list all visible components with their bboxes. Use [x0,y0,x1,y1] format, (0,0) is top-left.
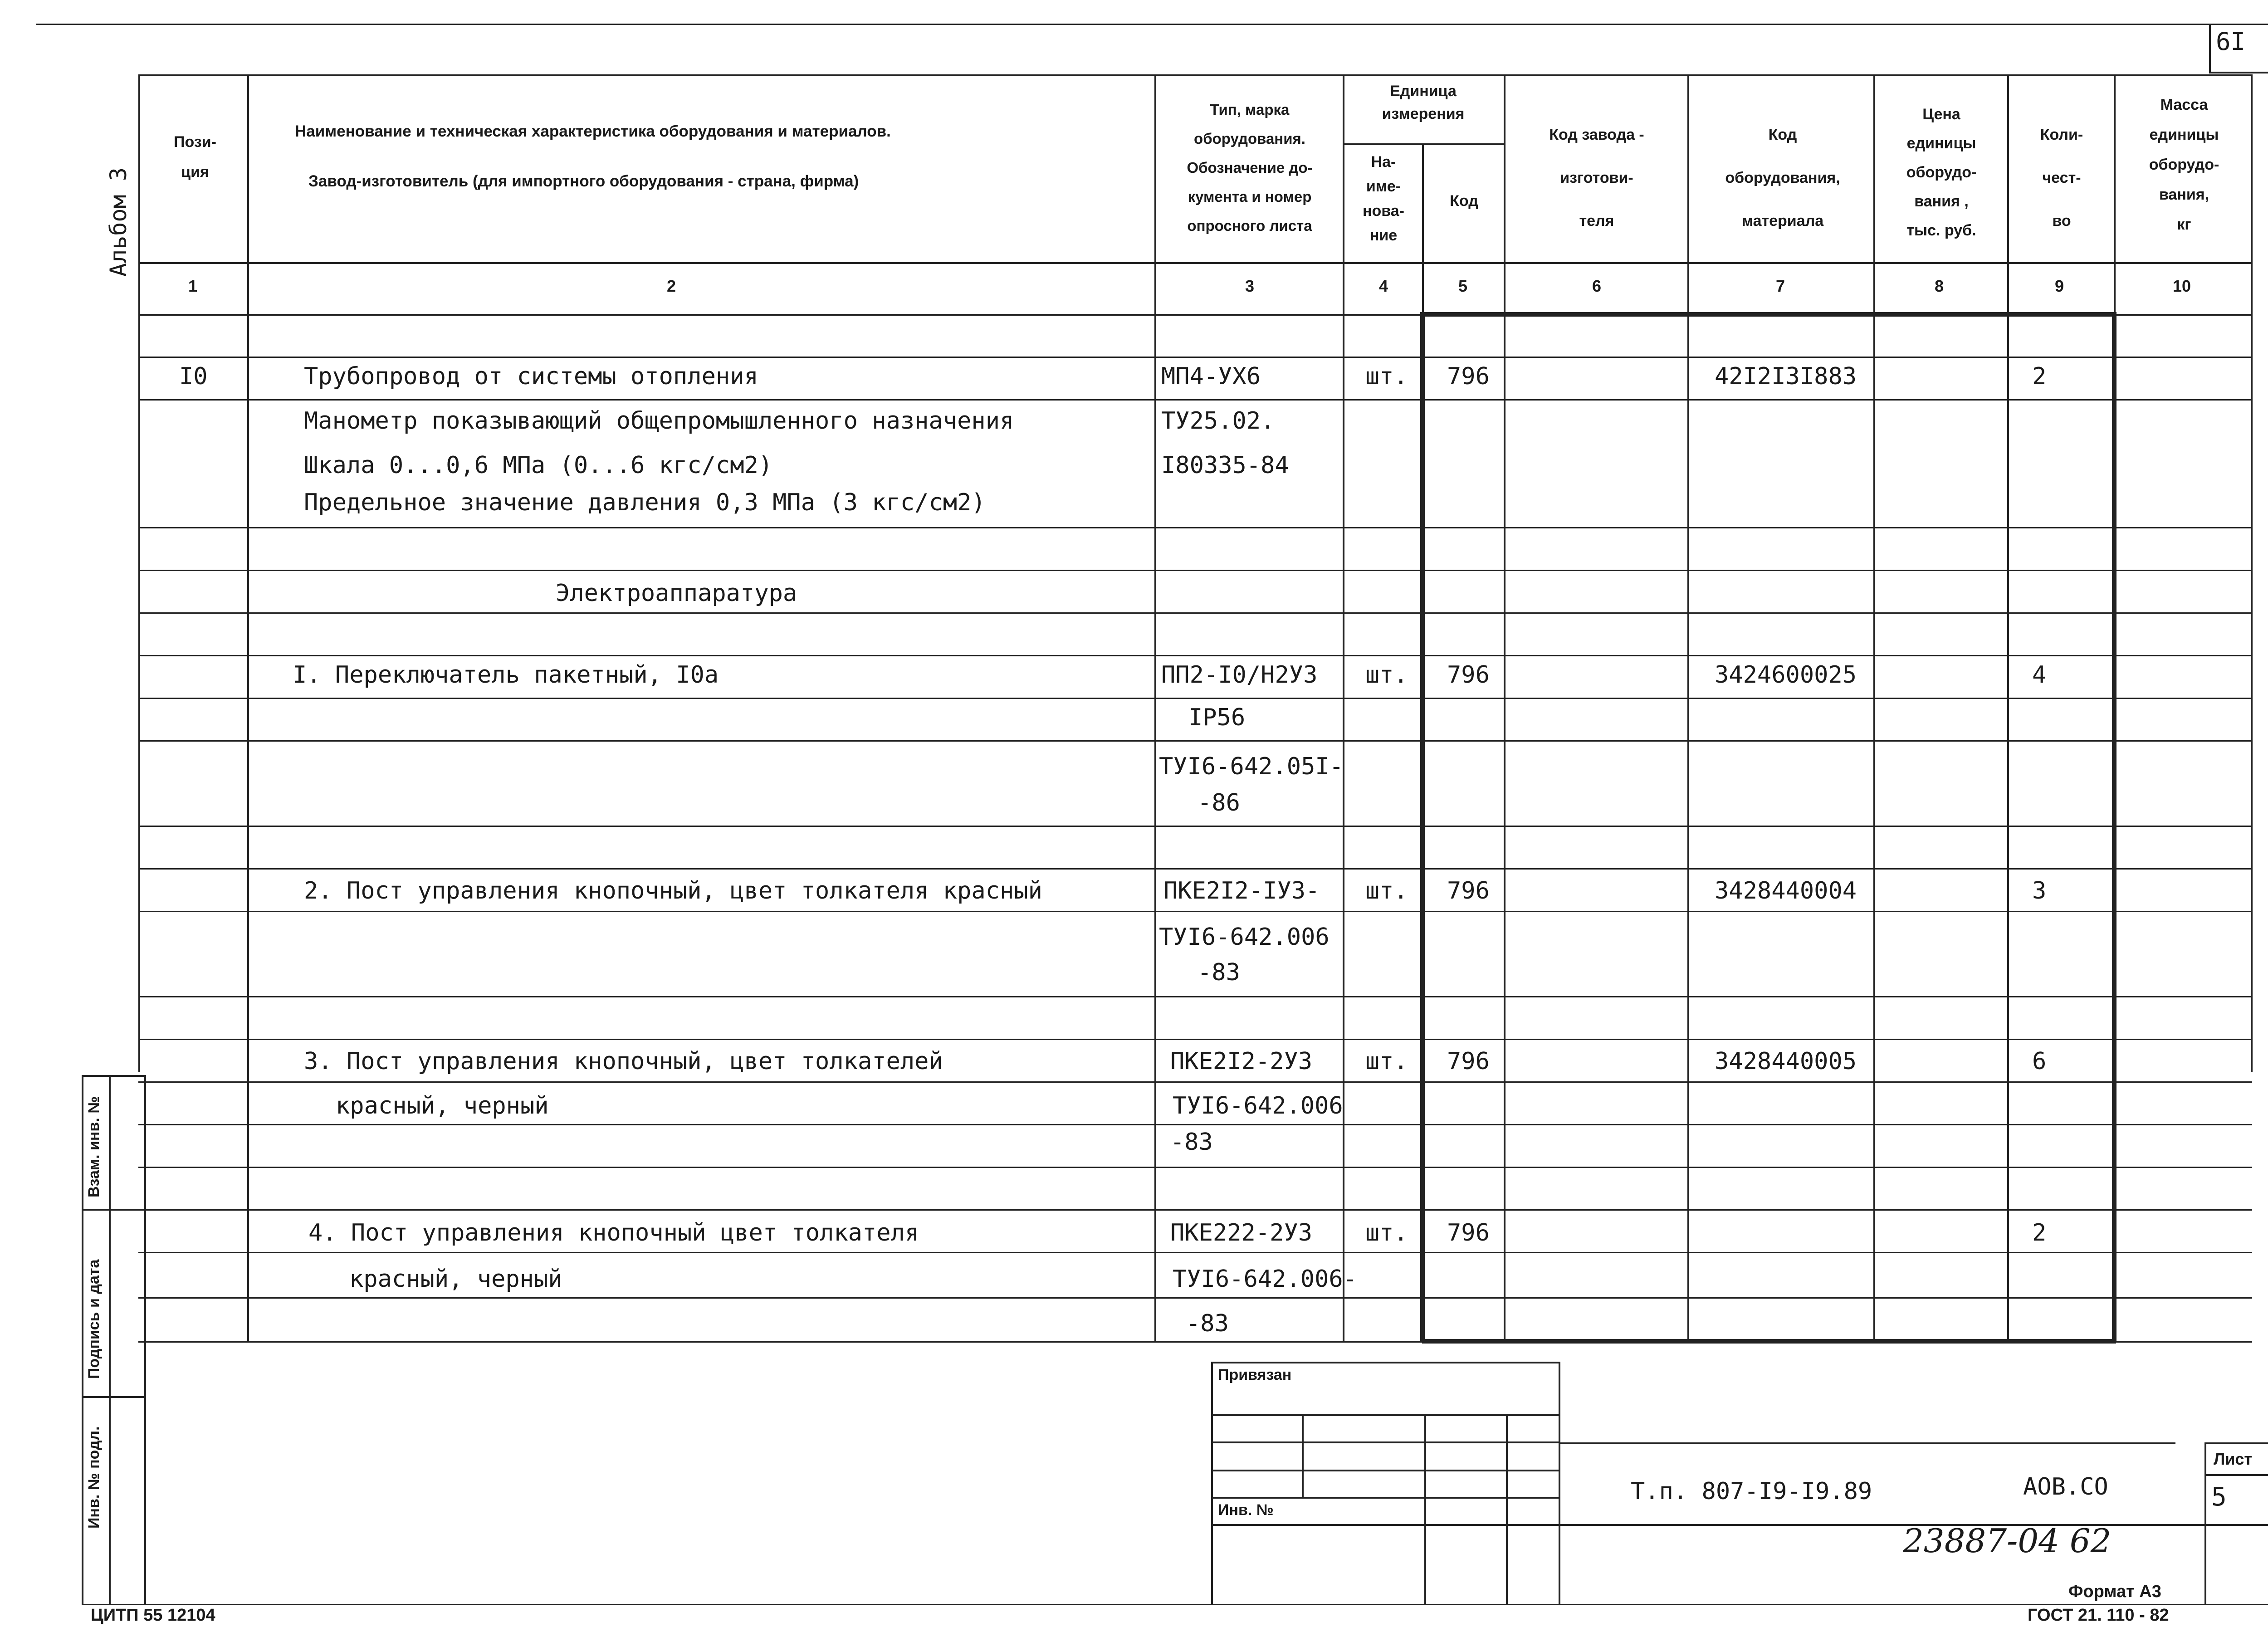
row-line [138,399,2252,401]
cell-type: ТУI6-642.05I- [1159,753,1344,780]
cell-name: 4. Пост управления кнопочный цвет толкателя [308,1219,919,1246]
table-top [138,74,2252,76]
cell-material-code: 3428440005 [1715,1048,1857,1075]
cell-name: красный, черный [336,1092,549,1119]
cell-material-code: 3428440004 [1715,877,1857,904]
row-line [138,868,2252,870]
cell-code: 796 [1447,1048,1490,1075]
cell-name: Трубопровод от системы отопления [304,363,758,390]
stamp-list-no: 5 [2211,1482,2227,1512]
cell-qty: 6 [2032,1048,2047,1075]
row-line [138,357,2252,358]
row-line [138,911,2252,912]
header-col-6: Код завода - изготови- теля [1549,126,1644,230]
cell-type: ТУI6-642.006 [1159,923,1330,951]
title-block-line [1211,1414,1560,1416]
cell-name: 3. Пост управления кнопочный, цвет толкателей [304,1048,943,1075]
col-number: 9 [2054,277,2064,295]
cell-code: 796 [1447,661,1490,689]
col-number: 8 [1934,277,1944,295]
cell-code: 796 [1447,1219,1490,1246]
bold-region-right [2112,312,2116,1342]
side-stamp-inner [109,1075,111,1605]
row-line [138,1252,2252,1253]
cell-code: 796 [1447,363,1490,390]
col-number: 6 [1592,277,1602,295]
table-body-bottom [138,1341,2252,1343]
page-number-box-left [2209,24,2211,73]
frame-top [36,24,2268,25]
list-box-mid [2204,1474,2268,1476]
stamp-doc-code: Т.п. 807-I9-I9.89 [1631,1478,1872,1505]
title-block-vline [1506,1414,1508,1605]
col-number: 5 [1458,277,1468,295]
cell-unit: шт. [1365,661,1408,689]
cell-position: I0 [179,363,208,390]
table-left [138,74,140,1072]
cell-type: ПКЕ222-2У3 [1170,1219,1313,1246]
side-stamp-inv: Инв. № подл. [85,1426,103,1529]
header-col-7: Код оборудования, материала [1725,126,1840,230]
cell-type: ПП2-I0/Н2У3 [1161,661,1318,689]
side-stamp-line [82,1209,145,1211]
cell-name: Манометр показывающий общепромышленного назначения [304,407,1014,435]
cell-qty: 3 [2032,877,2047,904]
stamp-privyazan: Привязан [1218,1366,1292,1383]
row-line [138,1081,2252,1083]
row-line [138,1297,2252,1299]
side-stamp-top [82,1075,145,1077]
cell-type: -86 [1198,789,1240,816]
row-line [138,826,2252,827]
row-line [138,1209,2252,1211]
row-line [138,996,2252,997]
cell-type: ПКЕ2I2-IУ3- [1163,877,1320,904]
cell-type: МП4-УХ6 [1161,363,1261,390]
header-col-1: Пози- ция [174,133,216,181]
row-line [138,1039,2252,1040]
page-number-box-bottom [2209,72,2268,73]
col-number: 2 [666,277,676,295]
header-col-8: Цена единицы оборудо- вания , тыс. руб. [1906,106,1977,239]
row-line [138,1167,2252,1168]
row-line [138,740,2252,742]
cell-qty: 4 [2032,661,2047,689]
cittp-label: ЦИТП 55 12104 [91,1606,215,1625]
cell-qty: 2 [2032,1219,2047,1246]
side-stamp-line [82,1396,145,1398]
cell-type: -83 [1186,1310,1229,1337]
header-col-5: Код [1450,192,1478,210]
cell-qty: 2 [2032,363,2047,390]
title-block-right [1559,1362,1560,1604]
bold-region-top [1422,312,2116,317]
gost-label: ГОСТ 21. 110 - 82 [2028,1606,2169,1625]
handwritten-number: 23887-04 62 [1903,1522,2112,1560]
cell-name: 2. Пост управления кнопочный, цвет толкателя красный [304,877,1042,904]
title-block-top [1211,1362,1560,1363]
col-number: 1 [188,277,198,295]
row-line [138,655,2252,656]
cell-code: 796 [1447,877,1490,904]
bold-region-left [1420,312,1425,1342]
cell-unit: шт. [1365,1048,1408,1075]
col-sep-5 [1504,74,1505,1342]
header-col-3: Тип, марка оборудования. Обозначение до- кумента и номер опросного листа [1187,101,1313,234]
cell-type: IP56 [1188,704,1246,731]
page-number: 6I [2216,27,2246,56]
cell-unit: шт. [1365,877,1408,904]
title-block-line [1211,1497,1560,1499]
row-line [138,527,2252,528]
col-sep-6 [1687,74,1689,1342]
stamp-list-label: Лист [2214,1450,2253,1468]
cell-type: -83 [1198,959,1240,986]
album-label: Альбом 3 [105,167,132,277]
col-sep-2 [1154,74,1156,1342]
col-sep-3 [1343,74,1344,1342]
col-number: 10 [2172,277,2191,295]
col-number: 3 [1245,277,1255,295]
title-block-vline [1424,1414,1426,1605]
cell-material-code: 42I2I3I883 [1715,363,1857,390]
title-block-line [1211,1470,1560,1471]
row-line [138,570,2252,571]
section-heading: Электроаппаратура [556,580,797,607]
side-stamp-left [82,1075,83,1605]
stamp-inv-no: Инв. № [1218,1501,1274,1519]
header-col-10: Масса единицы оборудо- вания, кг [2149,96,2219,233]
side-stamp-podpis: Подпись и дата [85,1259,103,1379]
row-line [138,698,2252,699]
header-col-9: Коли- чест- во [2040,126,2083,230]
col-number: 4 [1378,277,1388,295]
cell-name: красный, черный [349,1266,562,1293]
col-sep-1 [247,74,249,1342]
title-block-line [1211,1441,1560,1443]
title-block-mid-line [1559,1442,2175,1444]
frame-bottom [82,1604,2268,1605]
header-col-4: На- име- нова- ние [1363,153,1404,244]
cell-type: ТУI6-642.006- [1173,1266,1357,1293]
header-col-45: Единица измерения [1382,83,1465,122]
list-box-left [2204,1442,2206,1605]
cell-type: ТУI6-642.006 [1173,1092,1343,1119]
cell-name: Предельное значение давления 0,3 МПа (3 кгс/см2) [304,489,986,516]
header-bottom [138,262,2252,264]
stamp-section: АОВ.СО [2023,1473,2108,1500]
list-box-top [2204,1442,2268,1444]
cell-name: I. Переключатель пакетный, I0а [293,661,719,689]
side-stamp-vzam: Взам. инв. № [85,1096,103,1197]
cell-unit: шт. [1365,1219,1408,1246]
cell-type: I80335-84 [1161,452,1289,479]
col-sep-7 [1873,74,1875,1342]
cell-material-code: 3424600025 [1715,661,1857,689]
col-number: 7 [1775,277,1785,295]
title-block-left [1211,1362,1213,1604]
cell-type: ТУ25.02. [1161,407,1275,435]
col-sep-8 [2007,74,2009,1342]
cell-type: ПКЕ2I2-2У3 [1170,1048,1313,1075]
side-stamp-right [144,1075,146,1605]
cell-type: -83 [1170,1129,1213,1156]
row-line [138,612,2252,614]
header-col-2: Наименование и техническая характеристика оборудования и материалов. Завод-изготовитель (для импортного оборудования - страна, фирма) [295,122,891,190]
title-block-vline [1302,1414,1304,1497]
row-line [138,1124,2252,1125]
format-label: Формат А3 [2068,1582,2161,1601]
cell-name: Шкала 0...0,6 МПа (0...6 кгс/см2) [304,452,773,479]
cell-unit: шт. [1365,363,1408,390]
